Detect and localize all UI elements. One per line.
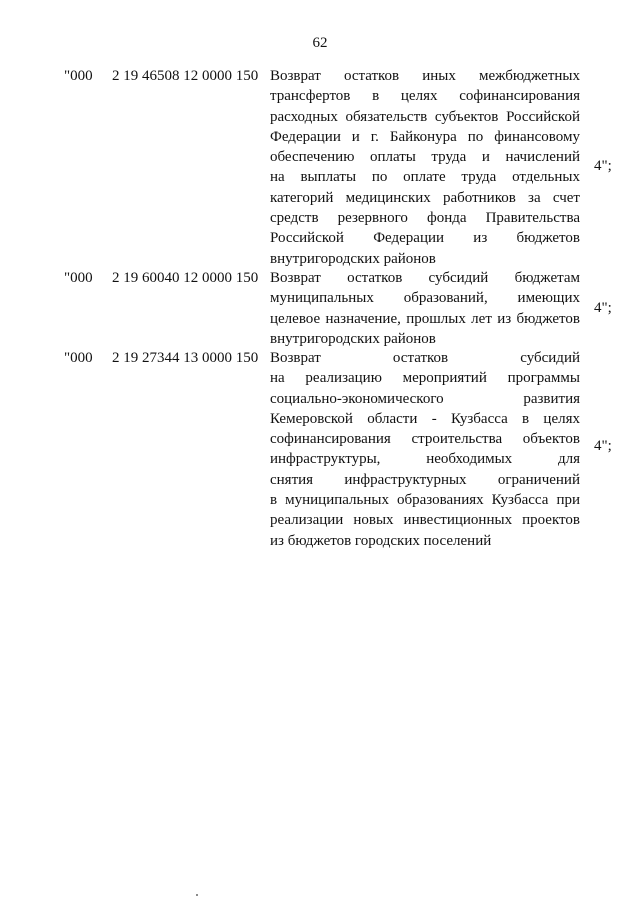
description-line: из бюджетов городских поселений <box>270 532 492 549</box>
budget-code <box>64 348 258 368</box>
scan-speck <box>196 894 198 896</box>
description-line: в муниципальных образованиях Кузбасса при <box>270 492 580 509</box>
budget-code <box>64 66 258 86</box>
description-line: категорий медицинских работников за счет <box>270 189 580 206</box>
description-line: реализации новых инвестиционных проектов <box>270 512 580 529</box>
budget-entry <box>0 66 640 267</box>
description-line: Возврат остатков субсидий бюджетам <box>270 270 580 286</box>
description-line: муниципальных образований, имеющих <box>270 290 580 307</box>
description-line: расходных обязательств субъектов Российской <box>270 108 580 125</box>
entry-tail: 4"; <box>594 158 612 174</box>
description-line: Возврат остатков иных межбюджетных <box>270 68 580 84</box>
entry-description <box>270 66 580 269</box>
description-line: снятия инфраструктурных ограничений <box>270 471 580 488</box>
description-line: трансфертов в целях софинансирования <box>270 88 580 105</box>
description-line: Возврат остатков субсидий <box>270 350 580 366</box>
description-line: внутригородских районов <box>270 250 436 267</box>
entry-description <box>270 348 580 551</box>
entry-tail: 4"; <box>594 438 612 454</box>
entry-description <box>270 268 580 349</box>
description-line: софинансирования строительства объектов <box>270 431 580 448</box>
classification-code: 2 19 60040 12 0000 150 <box>112 270 259 286</box>
description-line: на реализацию мероприятий программы <box>270 370 580 387</box>
budget-entry <box>0 348 640 549</box>
classification-code: 2 19 27344 13 0000 150 <box>112 350 259 366</box>
classification-code: 2 19 46508 12 0000 150 <box>112 68 259 84</box>
code-prefix: "000 <box>64 350 93 366</box>
description-line: инфраструктуры, необходимых для <box>270 451 580 468</box>
description-line: социально-экономического развития <box>270 390 580 407</box>
page-number: 62 <box>312 35 328 51</box>
description-line: целевое назначение, прошлых лет из бюджетов <box>270 310 580 327</box>
description-line: средств резервного фонда Правительства <box>270 210 580 227</box>
budget-code <box>64 268 258 288</box>
budget-entry <box>0 268 640 347</box>
code-prefix: "000 <box>64 270 93 286</box>
description-line: на выплаты по оплате труда отдельных <box>270 169 580 186</box>
description-line: Российской Федерации из бюджетов <box>270 230 580 247</box>
description-line: обеспечению оплаты труда и начислений <box>270 149 580 166</box>
description-line: внутригородских районов <box>270 330 436 347</box>
description-line: Кемеровской области - Кузбасса в целях <box>270 410 580 427</box>
entry-tail: 4"; <box>594 300 612 316</box>
description-line: Федерации и г. Байконура по финансовому <box>270 128 580 145</box>
code-prefix: "000 <box>64 68 93 84</box>
